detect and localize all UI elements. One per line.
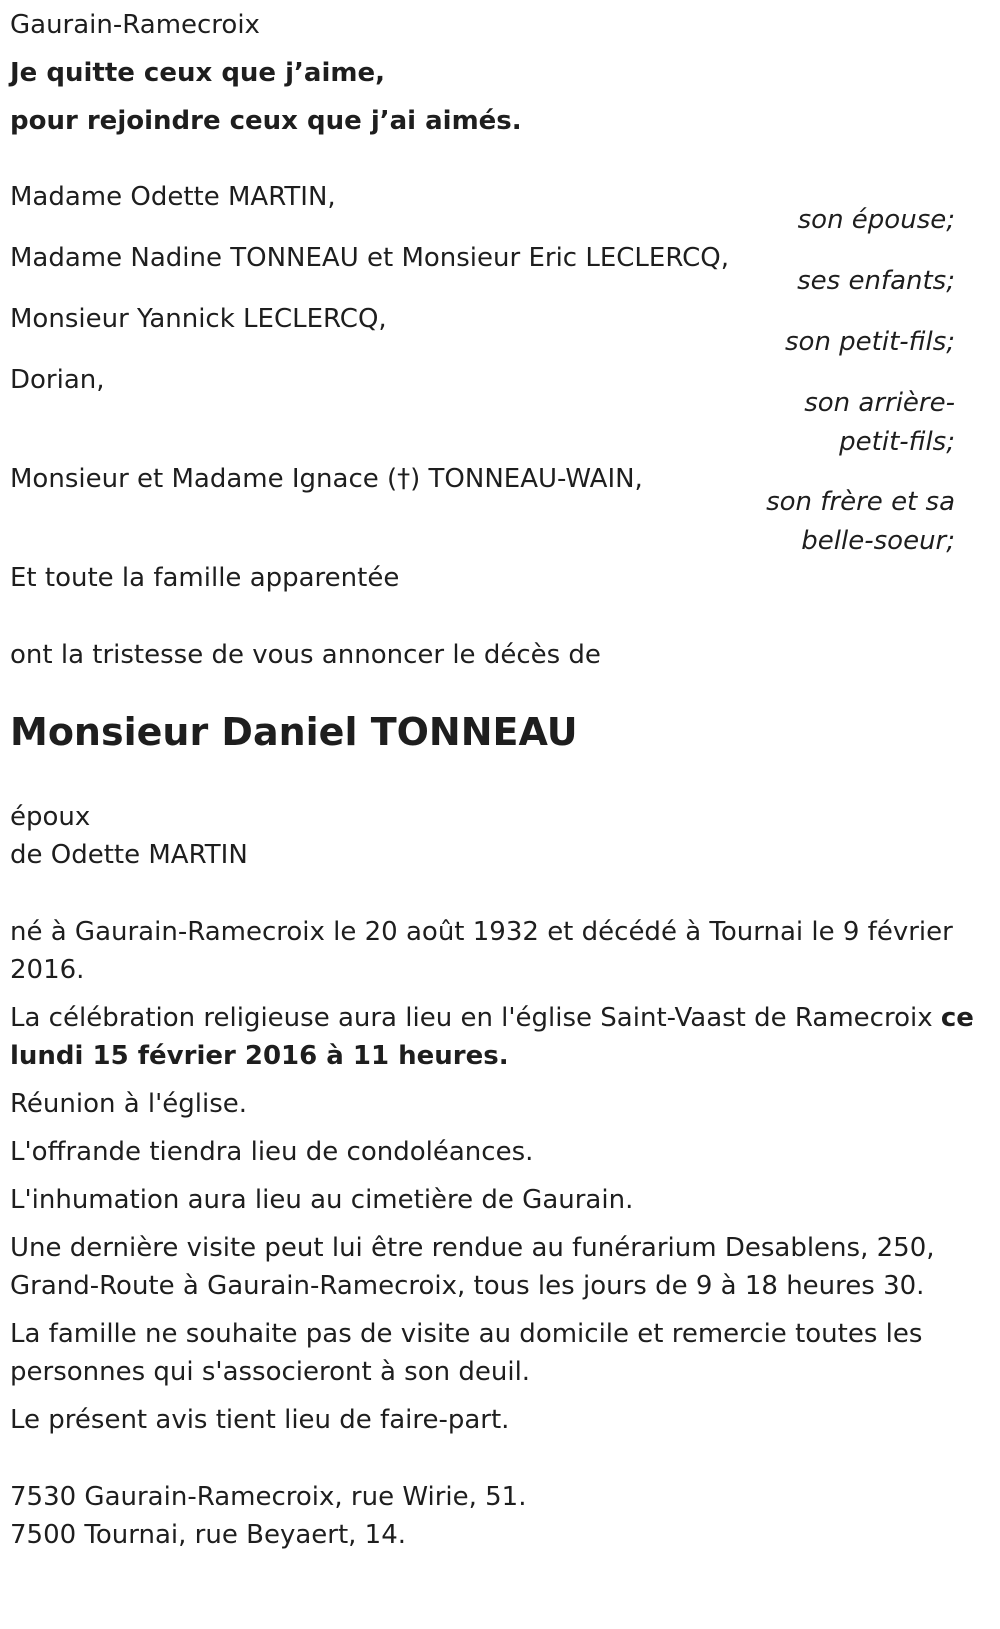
family-member-relation: son épouse; xyxy=(797,205,955,235)
family-member-relation: son petit-fils; xyxy=(784,327,955,357)
family-rest: Et toute la famille apparentée xyxy=(10,563,400,593)
visit-line-2: Grand-Route à Gaurain-Ramecroix, tous les jours de 9 à 18 heures 30. xyxy=(10,1271,925,1301)
spouse-line-1: époux xyxy=(10,802,91,832)
family-member-relation: petit-fils; xyxy=(839,427,955,457)
family-member-name: Monsieur et Madame Ignace (†) TONNEAU-WAIN, xyxy=(10,464,643,494)
no-home-visit-line-1: La famille ne souhaite pas de visite au domicile et remercie toutes les xyxy=(10,1319,923,1349)
family-member-name: Madame Odette MARTIN, xyxy=(10,182,336,212)
family-member-relation: son arrière- xyxy=(804,388,955,418)
offering-note: L'offrande tiendra lieu de condoléances. xyxy=(10,1137,534,1167)
notice-text: Le présent avis tient lieu de faire-part. xyxy=(10,1405,510,1435)
ceremony-date-start: ce xyxy=(940,1003,974,1033)
address-line: 7530 Gaurain-Ramecroix, rue Wirie, 51. xyxy=(10,1482,527,1512)
family-member-relation: belle-soeur; xyxy=(801,526,955,556)
no-home-visit-line-2: personnes qui s'associeront à son deuil. xyxy=(10,1357,531,1387)
birth-death-line-1: né à Gaurain-Ramecroix le 20 août 1932 et décédé à Tournai le 9 février xyxy=(10,917,953,947)
verse-line-2: pour rejoindre ceux que j’ai aimés. xyxy=(10,106,522,136)
visit-line-1: Une dernière visite peut lui être rendue au funérarium Desablens, 250, xyxy=(10,1233,935,1263)
deceased-name: Monsieur Daniel TONNEAU xyxy=(10,710,578,754)
family-member-name: Dorian, xyxy=(10,365,105,395)
burial-note: L'inhumation aura lieu au cimetière de Gaurain. xyxy=(10,1185,634,1215)
family-member-name: Monsieur Yannick LECLERCQ, xyxy=(10,304,387,334)
address-line: 7500 Tournai, rue Beyaert, 14. xyxy=(10,1520,407,1550)
announcement: ont la tristesse de vous annoncer le décès de xyxy=(10,640,601,670)
ceremony-text: La célébration religieuse aura lieu en l'église Saint-Vaast de Ramecroix xyxy=(10,1003,941,1033)
town-heading: Gaurain-Ramecroix xyxy=(10,10,260,40)
spouse-line-2: de Odette MARTIN xyxy=(10,840,248,870)
birth-death-line-2: 2016. xyxy=(10,955,85,985)
ceremony-date: lundi 15 février 2016 à 11 heures. xyxy=(10,1041,509,1071)
ceremony-line-1 xyxy=(10,1005,974,1031)
reunion-note: Réunion à l'église. xyxy=(10,1089,248,1119)
family-member-relation: son frère et sa xyxy=(766,487,955,517)
verse-line-1: Je quitte ceux que j’aime, xyxy=(10,58,385,88)
family-member-relation: ses enfants; xyxy=(797,266,955,296)
family-member-name: Madame Nadine TONNEAU et Monsieur Eric LECLERCQ, xyxy=(10,243,729,273)
